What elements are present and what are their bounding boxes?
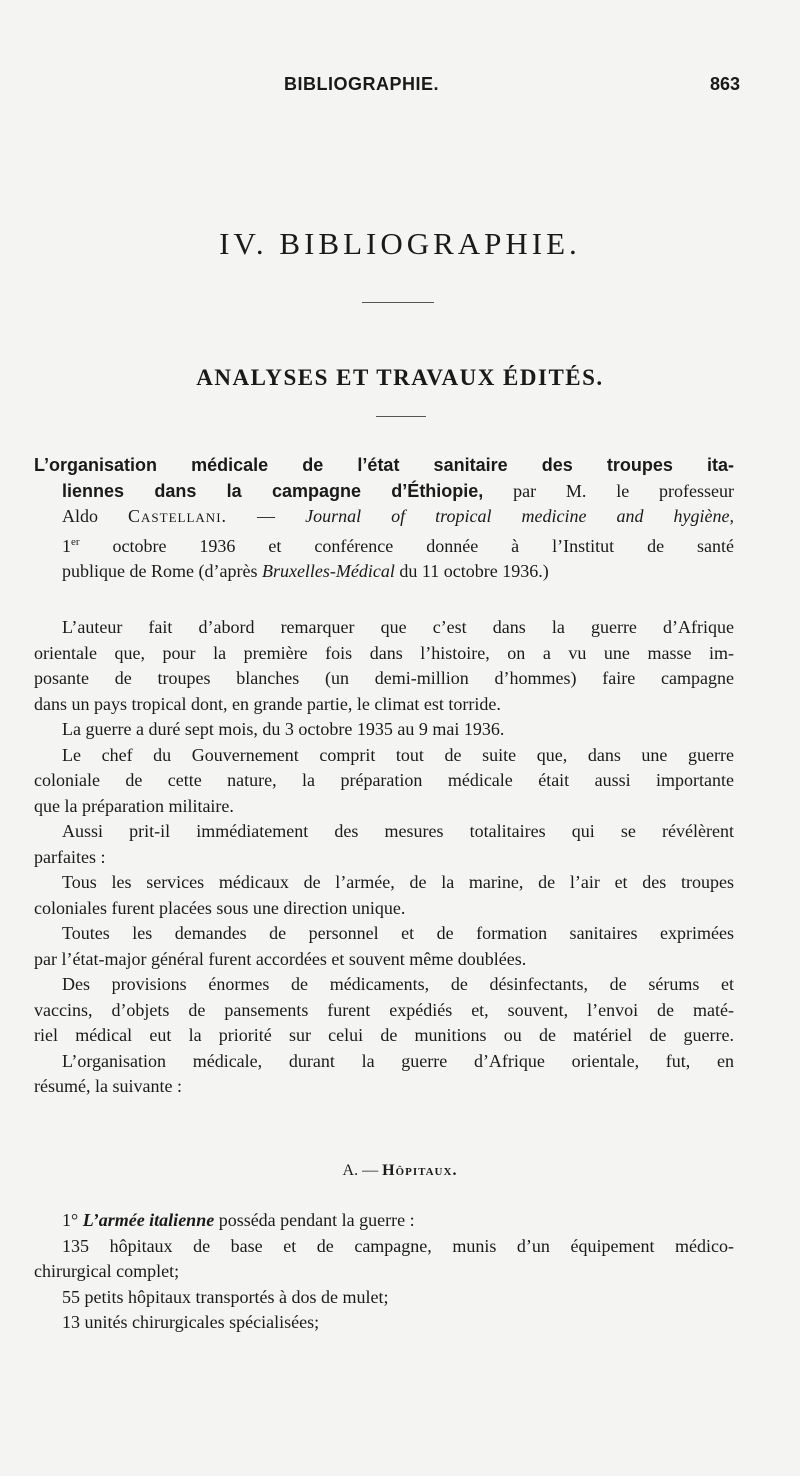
paragraph-line: orientale que, pour la première fois dans l’histoire, on a vu une masse im- [34,642,734,663]
reference-text: par M. le professeur [483,480,734,501]
list-item: 135 hôpitaux de base et de campagne, munis d’un équipement médico- [62,1235,734,1256]
reference-text: octobre 1936 et conférence donnée à l’Institut de santé [79,535,734,556]
paragraph-line: Toutes les demandes de personnel et de formation sanitaires exprimées [62,923,734,943]
list-item: 13 unités chirurgicales spécialisées; [62,1312,320,1332]
paragraph-line: résumé, la suivante : [34,1076,182,1096]
body-text [34,615,734,1100]
running-header: BIBLIOGRAPHIE. [284,74,440,94]
paragraph-line: coloniale de cette nature, la préparation médicale était aussi importante [34,770,734,790]
paragraph-line: coloniales furent placées sous une direction unique. [34,897,406,918]
reference-line [34,559,734,585]
paragraph-line: L’auteur fait d’abord remarquer que c’est dans la guerre d’Afrique [62,617,734,637]
paragraph-line: riel médical eut la priorité sur celui de munitions ou de matériel de guerre. [34,1025,734,1045]
divider-rule [376,416,426,417]
list-item [34,1208,734,1234]
reference-entry [34,453,734,585]
subsection-heading [0,1162,800,1180]
hospital-list [34,1208,734,1336]
list-item: 55 petits hôpitaux transportés à dos de mulet; [62,1286,389,1307]
paragraph-line: Des provisions énormes de médicaments, de désinfectants, de sérums et [62,974,734,994]
list-number: 1° [62,1210,79,1230]
subsection-letter: A. — [342,1162,383,1179]
section-title: IV. BIBLIOGRAPHIE. [219,226,581,261]
author-last-name: Castellani. [128,506,228,526]
list-text: posséda pendant la guerre : [214,1210,415,1230]
reference-line [34,504,734,530]
page-number: 863 [709,74,740,94]
paragraph-line: que la préparation militaire. [34,795,234,816]
source-journal: Bruxelles-Médical [261,561,395,581]
paragraph-line: Tous les services médicaux de l’armée, de la marine, de l’air et des troupes [62,872,734,892]
paragraph-line: Le chef du Gouvernement comprit tout de suite que, dans une guerre [62,744,734,765]
reference-title-line: L’organisation médicale de l’état sanitaire des troupes ita- [34,455,734,475]
superscript: er [71,535,80,548]
section-subtitle: ANALYSES ET TRAVAUX ÉDITÉS. [196,365,604,390]
divider-rule [362,302,434,303]
paragraph-line: L’organisation médicale, durant la guerre d’Afrique orientale, fut, en [62,1050,734,1071]
paragraph-line: posante de troupes blanches (un demi-million d’hommes) faire campagne [34,668,734,688]
reference-text: publique de Rome (d’après [62,561,262,581]
paragraph-line: parfaites : [34,846,106,867]
reference-title-line: liennes dans la campagne d’Éthiopie, [62,480,484,501]
paragraph-line: Aussi prit-il immédiatement des mesures totalitaires qui se révélèrent [62,821,734,841]
paragraph-line: dans un pays tropical dont, en grande partie, le climat est torride. [34,693,501,714]
dash: — [227,506,306,526]
author-first-name: Aldo [62,506,129,526]
reference-line [34,530,734,560]
reference-text: du 11 octobre 1936.) [394,561,549,581]
list-item: chirurgical complet; [34,1261,180,1281]
paragraph-line: vaccins, d’objets de pansements furent expédiés et, souvent, l’envoi de maté- [34,999,734,1020]
paragraph-line: La guerre a duré sept mois, du 3 octobre 1935 au 9 mai 1936. [62,719,505,739]
subsection-label: Hôpitaux. [382,1162,458,1179]
paragraph-line: par l’état-major général furent accordées et souvent même doublées. [34,948,527,969]
list-emphasis: L’armée italienne [82,1210,215,1230]
journal-name: Journal of tropical medicine and hygiène, [305,506,735,526]
reference-line [34,479,734,505]
reference-text: 1 [62,535,71,556]
